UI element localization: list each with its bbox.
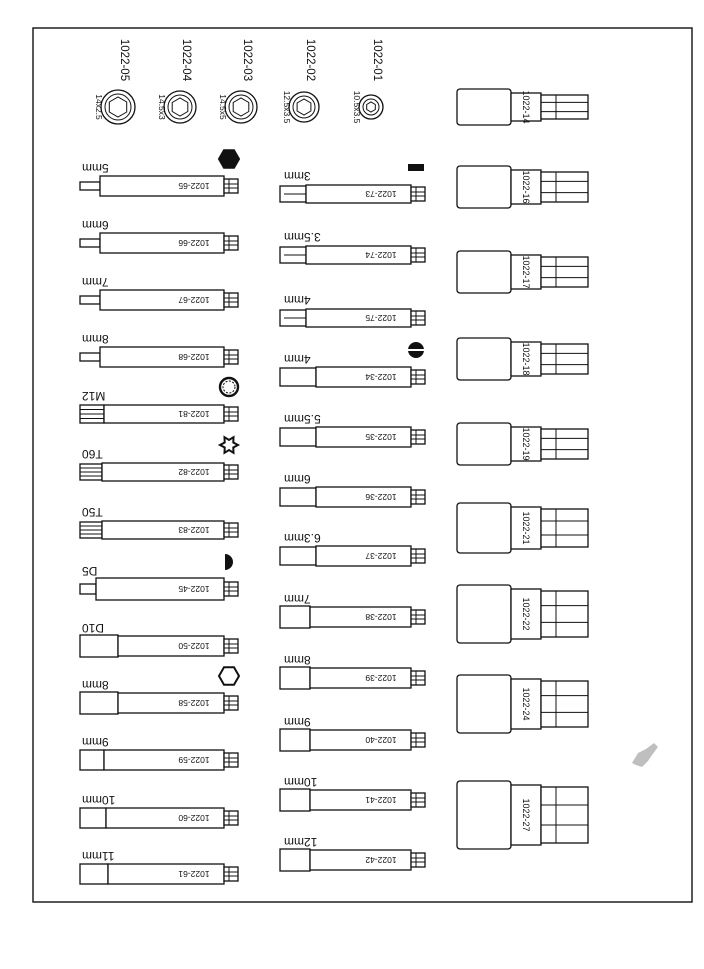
bit-1022-42 — [280, 849, 425, 871]
bit-code-label: 1022-34 — [365, 372, 397, 382]
bit-hex-end — [224, 465, 238, 479]
bit-size-label: 3mm — [284, 169, 311, 183]
adapter-1022-22 — [457, 585, 588, 643]
bit-size-label: 8mm — [82, 332, 109, 346]
adapter-1022-19 — [457, 423, 588, 465]
bit-code-label: 1022-42 — [365, 855, 397, 865]
flat-blade-icon — [408, 164, 424, 171]
bit-hex-end — [224, 179, 238, 193]
bit-code-label: 1022-67 — [178, 295, 210, 305]
socket-outer-ring — [101, 90, 135, 124]
adapter-1022-24 — [457, 675, 588, 733]
bit-size-label: 12mm — [284, 835, 318, 849]
bit-hex-end — [224, 236, 238, 250]
bit-size-label: T60 — [82, 447, 103, 461]
bit-1022-61 — [80, 864, 238, 884]
bit-code-label: 1022-81 — [178, 409, 210, 419]
adapter-hex-drive — [541, 429, 588, 459]
bit-hex-end — [224, 753, 238, 767]
bit-tip — [80, 692, 118, 714]
bit-code-label: 1022-60 — [178, 813, 210, 823]
bit-1022-39 — [280, 667, 425, 689]
bit-1022-65 — [80, 176, 238, 196]
socket-size-label: 10.5x3.5 — [352, 90, 362, 124]
adapter-1022-17 — [457, 251, 588, 293]
adapter-code-label: 1022-16 — [521, 170, 531, 204]
adapter-hex-drive — [541, 591, 588, 637]
bit-size-label: 3.5mm — [284, 230, 321, 244]
bit-code-label: 1022-40 — [365, 735, 397, 745]
bit-size-label: 11mm — [82, 849, 115, 863]
bit-tip — [280, 729, 310, 751]
bit-1022-67 — [80, 290, 238, 310]
bit-1022-66 — [80, 233, 238, 253]
bit-size-label: 4mm — [284, 352, 311, 366]
bit-tip — [80, 635, 118, 657]
bit-hex-end — [411, 733, 425, 747]
bit-code-label: 1022-73 — [365, 189, 397, 199]
bit-1022-58 — [80, 692, 238, 714]
bit-1022-81 — [80, 405, 238, 423]
bit-tip — [80, 584, 96, 594]
bit-tip — [80, 750, 104, 770]
bit-code-label: 1022-65 — [178, 181, 210, 191]
bit-code-label: 1022-68 — [178, 352, 210, 362]
socket-size-label: 12.5x3.5 — [282, 90, 292, 124]
bit-code-label: 1022-45 — [178, 584, 210, 594]
adapter-body — [457, 675, 511, 733]
bit-tip — [80, 808, 106, 828]
socket-code-label: 1022-01 — [371, 38, 383, 82]
bit-hex-end — [411, 430, 425, 444]
bit-code-label: 1022-58 — [178, 698, 210, 708]
bit-hex-end — [224, 407, 238, 421]
bit-code-label: 1022-74 — [365, 250, 397, 260]
adapter-hex-drive — [541, 257, 588, 287]
bit-1022-73 — [280, 185, 425, 203]
bit-size-label: 9mm — [82, 735, 109, 749]
bit-hex-end — [411, 671, 425, 685]
bit-1022-37 — [280, 546, 425, 566]
bit-hex-end — [411, 311, 425, 325]
bit-code-label: 1022-82 — [178, 467, 210, 477]
bit-size-label: 9mm — [284, 715, 311, 729]
bit-hex-end — [411, 370, 425, 384]
bit-size-label: 8mm — [284, 653, 311, 667]
socket-code-label: 1022-02 — [304, 38, 316, 82]
bit-size-label: 6.3mm — [284, 531, 321, 545]
bit-hex-end — [411, 490, 425, 504]
bit-hex-end — [411, 248, 425, 262]
adapter-1022-16 — [457, 166, 588, 208]
hex-solid-icon — [219, 150, 239, 167]
bit-hex-end — [224, 867, 238, 881]
adapter-body — [457, 585, 511, 643]
adapter-code-label: 1022-14 — [521, 90, 531, 124]
bit-1022-68 — [80, 347, 238, 367]
bit-size-label: 4mm — [284, 293, 311, 307]
bit-tip — [280, 547, 316, 565]
adapter-hex-drive — [541, 95, 588, 119]
bit-size-label: 5mm — [82, 161, 109, 175]
adapter-code-label: 1022-18 — [521, 342, 531, 376]
bit-1022-40 — [280, 729, 425, 751]
bit-1022-34 — [280, 367, 425, 387]
bit-tip — [280, 789, 310, 811]
bit-1022-74 — [280, 246, 425, 264]
spline-outline-icon — [220, 378, 238, 396]
socket-code-label: 1022-05 — [118, 38, 130, 82]
socket-outer-ring — [164, 91, 196, 123]
bit-size-label: 6mm — [82, 218, 109, 232]
bit-size-label: 10mm — [284, 775, 318, 789]
adapter-1022-14 — [457, 89, 588, 125]
hex-outline-icon — [219, 667, 239, 684]
adapter-hex-drive — [541, 344, 588, 374]
bit-code-label: 1022-39 — [365, 673, 397, 683]
bit-hex-end — [411, 549, 425, 563]
bit-tip — [280, 606, 310, 628]
adapter-body — [457, 423, 511, 465]
bit-size-label: D10 — [82, 621, 105, 635]
bit-hex-end — [224, 696, 238, 710]
bit-tip — [280, 368, 316, 386]
bit-1022-50 — [80, 635, 238, 657]
adapter-code-label: 1022-21 — [521, 511, 531, 545]
adapter-body — [457, 251, 511, 293]
bit-1022-60 — [80, 808, 238, 828]
bit-code-label: 1022-41 — [365, 795, 397, 805]
bit-code-label: 1022-61 — [178, 869, 210, 879]
bit-code-label: 1022-75 — [365, 313, 397, 323]
bit-tip — [280, 667, 310, 689]
bit-1022-83 — [80, 521, 238, 539]
adapter-1022-21 — [457, 503, 588, 553]
bit-hex-end — [411, 793, 425, 807]
adapter-body — [457, 166, 511, 208]
bit-hex-end — [224, 293, 238, 307]
adapter-code-label: 1022-22 — [521, 597, 531, 631]
adapter-hex-drive — [541, 787, 588, 843]
adapter-1022-18 — [457, 338, 588, 380]
bit-1022-59 — [80, 750, 238, 770]
bit-1022-35 — [280, 427, 425, 447]
bit-tip — [280, 849, 310, 871]
bit-1022-38 — [280, 606, 425, 628]
bit-tip — [280, 428, 316, 446]
socket-size-label: 14x2.5 — [94, 94, 104, 120]
bit-tip — [280, 488, 316, 506]
adapter-body — [457, 338, 511, 380]
adapter-body — [457, 503, 511, 553]
bit-code-label: 1022-38 — [365, 612, 397, 622]
socket-size-label: 14.5x3 — [157, 94, 167, 120]
bit-hex-end — [224, 582, 238, 596]
bit-code-label: 1022-66 — [178, 238, 210, 248]
socket-code-label: 1022-03 — [241, 38, 253, 82]
bit-hex-end — [411, 610, 425, 624]
bit-hex-end — [224, 639, 238, 653]
bit-size-label: T50 — [82, 505, 103, 519]
bit-1022-82 — [80, 463, 238, 481]
bit-code-label: 1022-36 — [365, 492, 397, 502]
adapter-hex-drive — [541, 172, 588, 202]
adapter-code-label: 1022-17 — [521, 255, 531, 289]
bit-tip — [80, 239, 100, 247]
bit-code-label: 1022-59 — [178, 755, 210, 765]
bit-1022-45 — [80, 578, 238, 600]
bit-hex-end — [224, 350, 238, 364]
bit-code-label: 1022-35 — [365, 432, 397, 442]
socket-size-label: 14.5x5 — [218, 94, 228, 120]
bit-code-label: 1022-37 — [365, 551, 397, 561]
bit-size-label: 8mm — [82, 678, 109, 692]
adapter-hex-drive — [541, 681, 588, 727]
bit-size-label: D5 — [82, 564, 98, 578]
bit-size-label: M12 — [82, 389, 106, 403]
bit-1022-75 — [280, 309, 425, 327]
bit-hex-end — [224, 811, 238, 825]
bit-1022-41 — [280, 789, 425, 811]
bit-tip — [80, 864, 108, 884]
bit-tip — [80, 353, 100, 361]
adapter-1022-27 — [457, 781, 588, 849]
bit-hex-end — [411, 853, 425, 867]
adapter-code-label: 1022-27 — [521, 798, 531, 832]
adapter-body — [457, 89, 511, 125]
bit-code-label: 1022-83 — [178, 525, 210, 535]
bit-size-label: 5.5mm — [284, 412, 321, 426]
bit-size-label: 7mm — [82, 275, 109, 289]
bit-code-label: 1022-50 — [178, 641, 210, 651]
socket-code-label: 1022-04 — [180, 38, 192, 82]
bit-size-label: 6mm — [284, 472, 311, 486]
adapter-hex-drive — [541, 509, 588, 547]
adapter-body — [457, 781, 511, 849]
adapter-code-label: 1022-24 — [521, 687, 531, 721]
bit-tip — [80, 182, 100, 190]
adapter-code-label: 1022-19 — [521, 427, 531, 461]
bit-tip — [80, 296, 100, 304]
socket-outer-ring — [225, 91, 257, 123]
bit-size-label: 7mm — [284, 592, 311, 606]
bit-size-label: 10mm — [82, 793, 116, 807]
bit-hex-end — [411, 187, 425, 201]
bit-1022-36 — [280, 487, 425, 507]
bit-hex-end — [224, 523, 238, 537]
